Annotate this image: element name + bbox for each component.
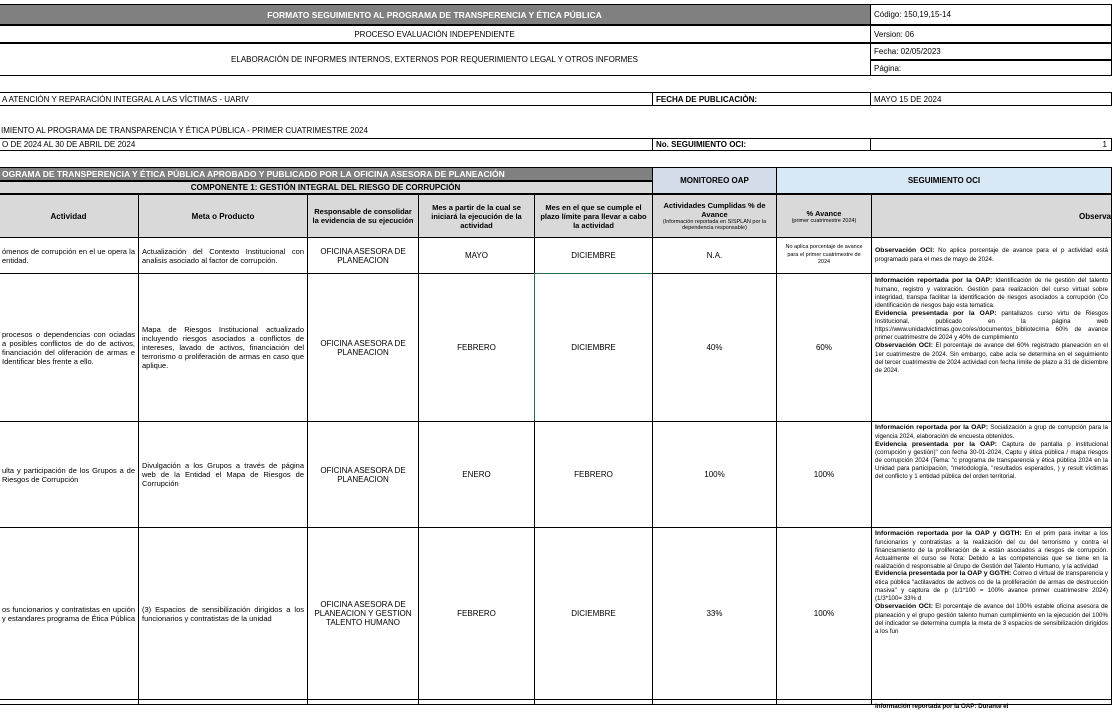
row5-actividad	[0, 699, 139, 705]
row2-obs2-text: pantallazos curso virtu de Riesgos Institucional, publicado en la página web https://www.unidadvictimas.gov.co/es/documentos_bibliotec/ma 60% de avance primer cuatrimestre de 2024 y 40% de cumplimiento	[875, 309, 1108, 342]
program-title: OGRAMA DE TRANSPERENCIA Y ÉTICA PÚBLICA APROBADO Y PUBLICADO POR LA OFICINA ASESORA DE PLANEACIÓN	[0, 167, 653, 181]
entity-name: A ATENCIÓN Y REPARACIÓN INTEGRAL A LAS VÍCTIMAS - UARIV	[0, 92, 653, 106]
row3-obs2-text: Captura de pantalla p institucional (corrupción y gestión)" con fecha 30-01-2024, Captu y ética pública / mapa riesgos de corrupción 2024 (Tema: "c programa de transparencia y ética pública 2024 en la Unidad para participación, "metodología, "resultados esperados, ) y result víctimas del conflicto y 1 entidad pública del orden territorial.	[875, 440, 1109, 481]
row3-observacion	[871, 421, 1112, 528]
row4-mes-inicio: FEBRERO	[418, 527, 535, 700]
col-avance-sub: (primer cuatrimestre 2024)	[791, 217, 857, 224]
row3-actividad: ulta y participación de los Grupos a de Riesgos de Corrupción	[0, 421, 139, 528]
row2-obs1-text: Identificación de rie gestión del talento humano, registro y valoración. Gestión para realización del curso virtual sobre integridad, transpa facilitar la identificación de riesgos asociados a corrupción (Co identificación de riesgos bajo esta tematica.	[875, 277, 1108, 309]
row5-observacion: Información reportada por la OAP: Durante el	[871, 699, 1112, 705]
row2-obs3-text: El porcentaje de avance del 60% registrado planeación en el 1er cuatrimestre de 2024. Sin embargo, cabe acla se determina en el seguimiento del tercer cuatrimestre de 2024 actividad con fecha límite de plazo a 31 de diciembre de 2024.	[875, 342, 1108, 374]
row2-obs2-label: Evidencia presentada por la OAP:	[875, 309, 997, 317]
version-label: Version: 06	[870, 25, 1112, 43]
row3-avance: 100%	[776, 421, 872, 528]
row1-obs-text: No aplica porcentaje de avance para el p actividad está programado para el mes de mayo de 2024.	[875, 247, 1108, 263]
row1-actividad: ómenos de corrupción en el ue opera la entidad.	[0, 237, 139, 274]
row3-meta: Divulgación a los Grupos a través de página web de la Entidad el Mapa de Riesgos de Corrupción	[138, 421, 308, 528]
col-actividades-cumplidas	[652, 194, 777, 238]
row1-cumplidas: N.A.	[652, 237, 777, 274]
row2-obs3-label: Observación OCI:	[875, 342, 934, 349]
row2-observacion	[871, 273, 1112, 422]
row2-meta: Mapa de Riesgos Institucional actualizado incluyendo riesgos asociados a conflictos de intereses, lavado de activos, financiación del terrorismo o proliferación de armas en caso que aplique.	[138, 273, 308, 422]
row3-mes-fin: FEBRERO	[534, 421, 653, 528]
format-title: FORMATO SEGUIMIENTO AL PROGRAMA DE TRANSPERENCIA Y ÉTICA PÚBLICA	[0, 4, 871, 25]
component-title: COMPONENTE 1: GESTIÓN INTEGRAL DEL RIESGO DE CORRUPCIÓN	[0, 181, 653, 194]
subject-label: ELABORACIÓN DE INFORMES INTERNOS, EXTERNOS POR REQUERIMIENTO LEGAL Y OTROS INFORMES	[0, 43, 871, 76]
row4-meta: (3) Espacios de sensibilización dirigidos a los funcionarios y contratistas de la unidad	[138, 527, 308, 700]
col-avance	[776, 194, 872, 238]
row1-obs-label: Observación OCI:	[875, 247, 935, 255]
row1-responsable: OFICINA ASESORA DE PLANEACION	[307, 237, 419, 274]
row2-obs1-label: Información reportada por la OAP:	[875, 277, 993, 284]
row3-obs1-text: Socialización a grup de corrupción para la vigencia 2024, elaboración de encuesta obtenidos.	[875, 424, 1108, 440]
row2-avance: 60%	[776, 273, 872, 422]
col-actividad: Actividad	[0, 194, 139, 238]
publication-date-label: FECHA DE PUBLICACIÒN:	[652, 92, 871, 106]
page-label: Página:	[870, 60, 1112, 76]
row3-obs1-label: Información reportada por la OAP:	[875, 424, 989, 431]
row2-mes-fin-selected-cell[interactable]: DICIEMBRE	[534, 273, 653, 422]
publication-date-value: MAYO 15 DE 2024	[870, 92, 1112, 106]
row3-responsable: OFICINA ASESORA DE PLANEACION	[307, 421, 419, 528]
col-actividades-cumplidas-sub: (Información reportada en SISPLAN por la dependencia responsable)	[662, 219, 767, 231]
row1-avance: No aplica porcentaje de avance para el primer cuatrimestre de 2024	[776, 237, 872, 274]
row5-meta	[138, 699, 308, 705]
row2-responsable: OFICINA ASESORA DE PLANEACION	[307, 273, 419, 422]
followup-title: IMIENTO AL PROGRAMA DE TRANSPARENCIA Y ÉTICA PÚBLICA - PRIMER CUATRIMESTRE 2024	[1, 125, 368, 135]
row3-mes-inicio: ENERO	[418, 421, 535, 528]
col-meta: Meta o Producto	[138, 194, 308, 238]
col-responsable: Responsable de consolidar la evidencia de su ejecución	[307, 194, 419, 238]
date-label: Fecha: 02/05/2023	[870, 43, 1112, 60]
row4-mes-fin: DICIEMBRE	[534, 527, 653, 700]
row4-observacion	[871, 527, 1112, 700]
row5-mes-fin	[534, 699, 653, 705]
row4-obs2-text: Correo d virtual de transparencia y ética pública "actilavados de activos co de la proliferación de armas de destrucción masiva" y captura de p (1/1*100 = 100% avance primer cuatrimestre 2024) (1/3*100= 33% d	[875, 570, 1108, 602]
row2-cumplidas: 40%	[652, 273, 777, 422]
row4-obs1-label: Información reportada por la OAP y GGTH:	[875, 530, 1022, 537]
row1-observacion	[871, 237, 1112, 274]
row5-mes-inicio	[418, 699, 535, 705]
followup-number-value: 1	[870, 138, 1112, 151]
period-label: O DE 2024 AL 30 DE ABRIL DE 2024	[0, 138, 653, 151]
row4-actividad: os funcionarios y contratistas en upción y estandares programa de Ética Pública	[0, 527, 139, 700]
row4-obs3-label: Observación OCI:	[875, 602, 933, 610]
row4-cumplidas: 33%	[652, 527, 777, 700]
col-mes-inicio: Mes a partir de la cual se iniciará la ejecución de la actividad	[418, 194, 535, 238]
col-avance-title: % Avance	[806, 208, 842, 218]
col-mes-fin: Mes en el que se cumple el plazo límite para llevar a cabo la actividad	[534, 194, 653, 238]
row4-avance: 100%	[776, 527, 872, 700]
row5-avance	[776, 699, 872, 705]
row4-obs3-text: El porcentaje de avance del 100% estable oficina asesora de planeación y el grupo gestión talento human cumplimiento en la ejecución del 100% del indicador se determina cumpla la meta de 3 espacios de sensibilización dirigidos a los fun	[875, 602, 1108, 635]
row1-mes-inicio: MAYO	[418, 237, 535, 274]
row3-obs2-label: Evidencia presentada por la OAP:	[875, 440, 998, 448]
row2-actividad: procesos o dependencias con ociadas a posibles conflictos de do de activos, financiación del oliferación de armas e Identificar bles frente a ello.	[0, 273, 139, 422]
row4-responsable: OFICINA ASESORA DE PLANEACION Y GESTION TALENTO HUMANO	[307, 527, 419, 700]
row1-mes-fin: DICIEMBRE	[534, 237, 653, 274]
row1-meta: Actualización del Contexto Institucional con analisis asociado al factor de corrupción.	[138, 237, 308, 274]
code-label: Código: 150,19,15-14	[870, 4, 1112, 25]
seguimiento-oci-header: SEGUIMIENTO OCI	[776, 167, 1112, 194]
row5-responsable	[307, 699, 419, 705]
row5-cumplidas	[652, 699, 777, 705]
row3-cumplidas: 100%	[652, 421, 777, 528]
row4-obs2-label: Evidencia presentada por la OAP y GGTH:	[875, 570, 1012, 578]
followup-number-label: No. SEGUIMIENTO OCI:	[652, 138, 871, 151]
col-actividades-cumplidas-title: Actividades Cumplidas % de Avance	[663, 201, 766, 219]
process-label: PROCESO EVALUACIÓN INDEPENDIENTE	[0, 25, 871, 43]
row4-obs1-text: En el prim para invitar a los funcionarios y contratistas a la realización del cu del terrorismo y contra el financiamiento de la proliferación de a están asociados a riesgos de corrupción. Actualmente el curso se Nota: Debido a las competencias que se tiene en la realización d responsable al Grupo de Gestión del Talento Humano, y la actividad	[875, 530, 1108, 570]
col-observacion: Observa	[871, 194, 1112, 238]
monitoreo-oap-header: MONITOREO OAP	[652, 167, 777, 194]
row2-mes-inicio: FEBRERO	[418, 273, 535, 422]
